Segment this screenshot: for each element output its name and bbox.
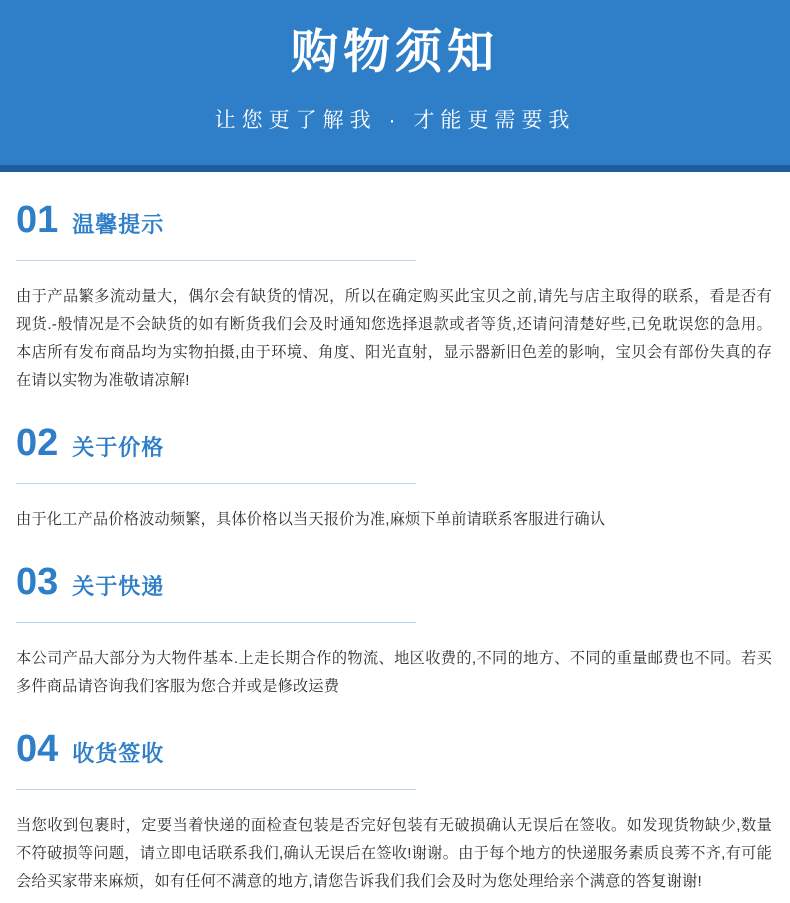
section-04-body: 当您收到包裹时，定要当着快递的面检查包装是否完好包装有无破损确认无误后在签收。如发现货物缺少,数量不符破损等问题，请立即电话联系我们,确认无误后在签收!谢谢。由于每个地方的快递服务素质良莠不齐,有可能会给买家带来麻烦，如有任何不满意的地方,请您告诉我们我们会及时为您处理给亲个满意的答复谢谢! bbox=[16, 817, 772, 890]
section-01 bbox=[16, 172, 774, 395]
section-03-head bbox=[16, 534, 774, 602]
banner-bottom-divider bbox=[0, 165, 790, 172]
section-04-title: 收货签收 bbox=[72, 741, 165, 766]
page-subtitle: 让您更了解我 · 才能更需要我 bbox=[214, 109, 576, 132]
section-03-title: 关于快递 bbox=[72, 574, 165, 599]
section-03-divider bbox=[16, 622, 416, 623]
section-02-title: 关于价格 bbox=[72, 435, 165, 460]
section-04-divider bbox=[16, 789, 416, 790]
section-04 bbox=[16, 701, 774, 896]
section-02-head bbox=[16, 395, 774, 463]
section-01-body: 由于产品繁多流动量大，偶尔会有缺货的情况，所以在确定购买此宝贝之前,请先与店主取得的联系，看是否有现货.-般情况是不会缺货的如有断货我们会及时通知您选择退款或者等货,还请问清楚好些,已免耽误您的急用。本店所有发布商品均为实物拍摄,由于环境、角度、阳光直射，显示器新旧色差的影响，宝贝会有部份失真的存在请以实物为准敬请凉解! bbox=[16, 288, 772, 389]
page-header-banner bbox=[0, 0, 790, 172]
section-01-head bbox=[16, 172, 774, 240]
section-03-body: 本公司产品大部分为大物件基本.上走长期合作的物流、地区收费的,不同的地方、不同的重量邮费也不同。若买多件商品请咨询我们客服为您合并或是修改运费 bbox=[16, 650, 772, 695]
section-04-number: 04 bbox=[16, 728, 59, 770]
section-03 bbox=[16, 534, 774, 701]
section-02 bbox=[16, 395, 774, 534]
section-03-number: 03 bbox=[16, 561, 59, 603]
section-01-title: 温馨提示 bbox=[72, 212, 165, 237]
section-01-divider bbox=[16, 260, 416, 261]
section-02-number: 02 bbox=[16, 422, 59, 464]
notice-content bbox=[0, 172, 790, 896]
section-01-number: 01 bbox=[16, 199, 59, 241]
section-04-head bbox=[16, 701, 774, 769]
section-02-body: 由于化工产品价格波动频繁，具体价格以当天报价为准,麻烦下单前请联系客服进行确认 bbox=[16, 511, 606, 528]
page-title: 购物须知 bbox=[291, 25, 499, 78]
section-02-divider bbox=[16, 483, 416, 484]
